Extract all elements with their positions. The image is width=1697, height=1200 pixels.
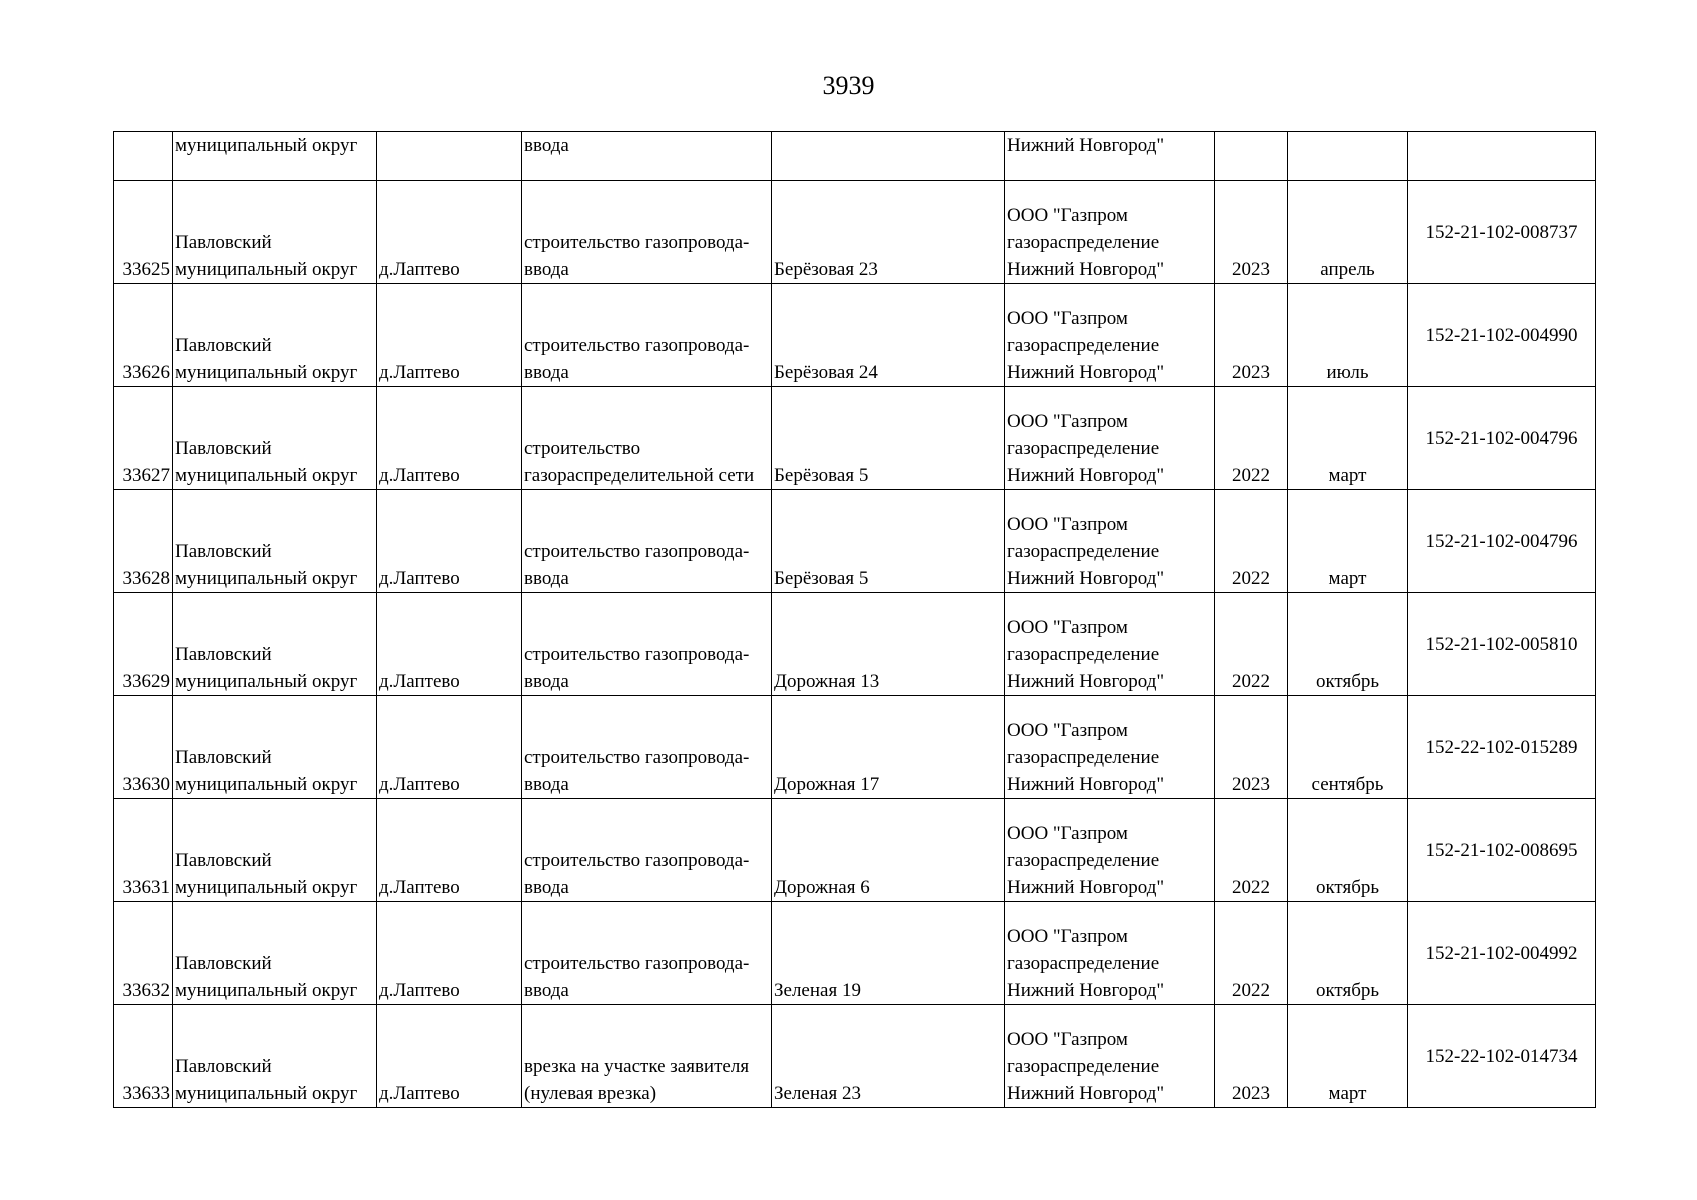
cell-num: 33631 [114,799,173,902]
cell-organization [1005,1005,1215,1108]
cell-num: 33629 [114,593,173,696]
cell-address: Зеленая 23 [772,1005,1005,1108]
cell-organization: Нижний Новгород" [1005,132,1215,181]
cell-district [173,284,377,387]
cell-district-line: Павловский [175,953,272,974]
cell-code: 152-21-102-008737 [1408,181,1596,284]
table-row [114,902,1596,1005]
cell-district-line: Павловский [175,335,272,356]
cell-settlement: д.Лаптево [377,799,522,902]
cell-work-type [522,181,772,284]
cell-settlement [377,132,522,181]
cell-num: 33626 [114,284,173,387]
cell-settlement: д.Лаптево [377,902,522,1005]
cell-work-type [522,284,772,387]
cell-district-line: Павловский [175,850,272,871]
cell-settlement: д.Лаптево [377,387,522,490]
cell-district-line: муниципальный округ [175,259,358,280]
cell-organization-line: газораспределение [1007,541,1160,562]
cell-code: 152-22-102-015289 [1408,696,1596,799]
cell-district-line: муниципальный округ [175,980,358,1001]
cell-year: 2022 [1215,593,1288,696]
cell-address [772,132,1005,181]
table-row [114,490,1596,593]
cell-organization-line: Нижний Новгород" [1007,774,1165,795]
cell-address: Дорожная 17 [772,696,1005,799]
cell-code [1408,132,1596,181]
cell-organization-line: Нижний Новгород" [1007,1083,1165,1104]
cell-district-line: муниципальный округ [175,671,358,692]
cell-month: октябрь [1288,799,1408,902]
cell-year: 2022 [1215,799,1288,902]
cell-district-line: муниципальный округ [175,1083,358,1104]
cell-organization-line: газораспределение [1007,335,1160,356]
cell-work-type-line: ввода [524,568,569,589]
cell-work-type-line: ввода [524,671,569,692]
cell-organization [1005,593,1215,696]
cell-district [173,696,377,799]
cell-work-type-line: ввода [524,980,569,1001]
cell-year: 2022 [1215,490,1288,593]
cell-settlement: д.Лаптево [377,696,522,799]
cell-district [173,490,377,593]
table-row [114,181,1596,284]
cell-organization-line: ООО "Газпром [1007,205,1128,226]
cell-work-type-line: строительство газопровода- [524,541,750,562]
cell-district-line: муниципальный округ [175,362,358,383]
cell-code: 152-21-102-008695 [1408,799,1596,902]
cell-work-type [522,799,772,902]
cell-work-type-line: (нулевая врезка) [524,1083,657,1104]
cell-month: март [1288,387,1408,490]
cell-settlement: д.Лаптево [377,284,522,387]
cell-code: 152-22-102-014734 [1408,1005,1596,1108]
cell-address: Зеленая 19 [772,902,1005,1005]
cell-address: Дорожная 6 [772,799,1005,902]
table-row [114,593,1596,696]
cell-organization-line: Нижний Новгород" [1007,877,1165,898]
cell-num: 33627 [114,387,173,490]
cell-month: октябрь [1288,593,1408,696]
cell-work-type: ввода [522,132,772,181]
cell-district-line: муниципальный округ [175,465,358,486]
cell-code: 152-21-102-004990 [1408,284,1596,387]
cell-organization-line: Нижний Новгород" [1007,980,1165,1001]
table-row [114,387,1596,490]
cell-district-line: Павловский [175,232,272,253]
cell-num: 33628 [114,490,173,593]
cell-work-type-line: врезка на участке заявителя [524,1056,750,1077]
cell-month: апрель [1288,181,1408,284]
cell-organization-line: ООО "Газпром [1007,617,1128,638]
cell-organization-line: Нижний Новгород" [1007,362,1165,383]
page-number: 3939 [822,71,875,100]
cell-organization [1005,387,1215,490]
cell-work-type-line: газораспределительной сети [524,465,755,486]
cell-organization-line: газораспределение [1007,850,1160,871]
cell-organization [1005,902,1215,1005]
cell-work-type [522,696,772,799]
cell-district-line: Павловский [175,541,272,562]
cell-district-line: муниципальный округ [175,568,358,589]
cell-work-type-line: строительство газопровода- [524,747,750,768]
cell-year: 2022 [1215,387,1288,490]
cell-year: 2022 [1215,902,1288,1005]
cell-organization [1005,696,1215,799]
cell-organization-line: ООО "Газпром [1007,823,1128,844]
table-row [114,799,1596,902]
cell-district [173,593,377,696]
cell-month: июль [1288,284,1408,387]
cell-organization-line: ООО "Газпром [1007,308,1128,329]
cell-year: 2023 [1215,181,1288,284]
cell-district [173,181,377,284]
cell-address: Берёзовая 24 [772,284,1005,387]
cell-organization-line: Нижний Новгород" [1007,568,1165,589]
registry-table [113,131,1596,1108]
cell-organization-line: ООО "Газпром [1007,514,1128,535]
cell-work-type-line: строительство [524,438,641,459]
cell-work-type-line: ввода [524,362,569,383]
cell-organization-line: ООО "Газпром [1007,720,1128,741]
cell-year: 2023 [1215,696,1288,799]
table-row [114,696,1596,799]
cell-work-type-line: строительство газопровода- [524,850,750,871]
table-body [114,132,1596,1108]
cell-work-type-line: строительство газопровода- [524,644,750,665]
table-row [114,284,1596,387]
cell-address: Дорожная 13 [772,593,1005,696]
cell-address: Берёзовая 23 [772,181,1005,284]
cell-num: 33632 [114,902,173,1005]
cell-address: Берёзовая 5 [772,490,1005,593]
cell-work-type [522,387,772,490]
cell-organization [1005,490,1215,593]
cell-settlement: д.Лаптево [377,181,522,284]
cell-district [173,799,377,902]
cell-work-type [522,902,772,1005]
cell-work-type [522,593,772,696]
cell-settlement: д.Лаптево [377,593,522,696]
cell-organization-line: газораспределение [1007,747,1160,768]
cell-work-type [522,1005,772,1108]
cell-district [173,902,377,1005]
cell-district-line: муниципальный округ [175,774,358,795]
cell-organization [1005,284,1215,387]
cell-organization-line: газораспределение [1007,232,1160,253]
cell-organization [1005,181,1215,284]
cell-organization-line: ООО "Газпром [1007,926,1128,947]
table-row-continuation [114,132,1596,181]
cell-code: 152-21-102-004992 [1408,902,1596,1005]
cell-month: октябрь [1288,902,1408,1005]
cell-work-type-line: ввода [524,774,569,795]
cell-district: муниципальный округ [173,132,377,181]
cell-num [114,132,173,181]
cell-organization [1005,799,1215,902]
cell-district-line: Павловский [175,1056,272,1077]
cell-organization-line: ООО "Газпром [1007,411,1128,432]
cell-work-type-line: ввода [524,877,569,898]
cell-year [1215,132,1288,181]
cell-organization-line: ООО "Газпром [1007,1029,1128,1050]
cell-work-type [522,490,772,593]
cell-work-type-line: ввода [524,259,569,280]
cell-code: 152-21-102-005810 [1408,593,1596,696]
cell-month: сентябрь [1288,696,1408,799]
cell-organization-line: Нижний Новгород" [1007,671,1165,692]
cell-address: Берёзовая 5 [772,387,1005,490]
cell-organization-line: газораспределение [1007,644,1160,665]
table-row [114,1005,1596,1108]
cell-organization-line: Нижний Новгород" [1007,465,1165,486]
cell-organization-line: газораспределение [1007,953,1160,974]
cell-code: 152-21-102-004796 [1408,387,1596,490]
cell-organization-line: Нижний Новгород" [1007,259,1165,280]
cell-code: 152-21-102-004796 [1408,490,1596,593]
cell-month: март [1288,490,1408,593]
cell-year: 2023 [1215,1005,1288,1108]
cell-organization-line: газораспределение [1007,438,1160,459]
cell-year: 2023 [1215,284,1288,387]
cell-work-type-line: строительство газопровода- [524,953,750,974]
cell-work-type-line: строительство газопровода- [524,335,750,356]
cell-month: март [1288,1005,1408,1108]
cell-settlement: д.Лаптево [377,490,522,593]
cell-district-line: Павловский [175,644,272,665]
cell-district-line: Павловский [175,438,272,459]
cell-district [173,387,377,490]
cell-num: 33633 [114,1005,173,1108]
cell-month [1288,132,1408,181]
cell-num: 33625 [114,181,173,284]
cell-num: 33630 [114,696,173,799]
cell-work-type-line: строительство газопровода- [524,232,750,253]
cell-district [173,1005,377,1108]
cell-settlement: д.Лаптево [377,1005,522,1108]
cell-district-line: Павловский [175,747,272,768]
cell-district-line: муниципальный округ [175,877,358,898]
cell-organization-line: газораспределение [1007,1056,1160,1077]
